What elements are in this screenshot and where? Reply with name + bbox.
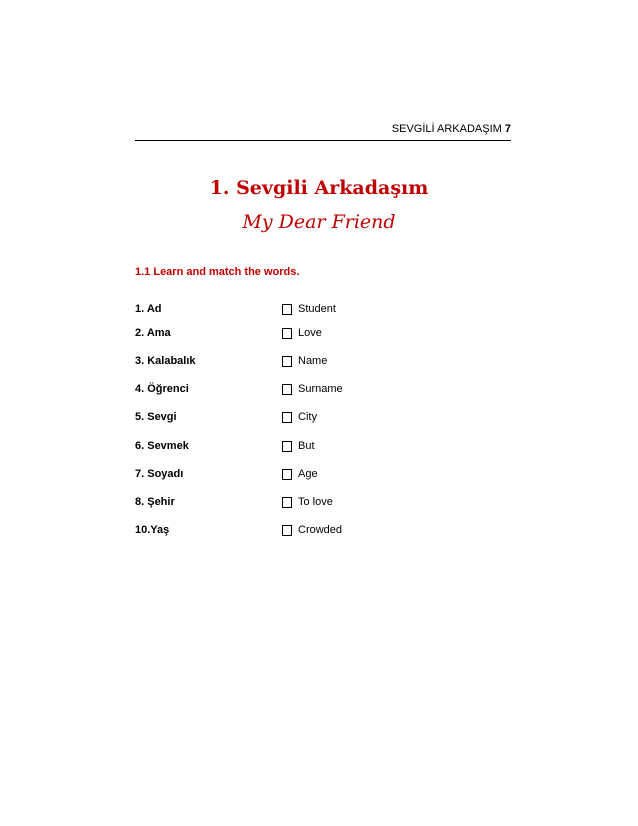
checkbox[interactable] [282,412,292,423]
checkbox[interactable] [282,497,292,508]
turkish-word: 3. Kalabalık [135,355,196,367]
english-word: City [298,411,317,423]
match-option [282,494,333,510]
vocab-row [135,353,515,369]
running-header [135,122,511,141]
checkbox[interactable] [282,356,292,367]
section-heading: 1.1 Learn and match the words. [135,266,300,278]
turkish-word: 4. Öğrenci [135,383,189,395]
checkbox[interactable] [282,469,292,480]
checkbox[interactable] [282,328,292,339]
english-word: Surname [298,383,343,395]
running-title: SEVGİLİ ARKADAŞIM [391,123,502,135]
vocab-row [135,522,515,538]
vocab-row [135,466,515,482]
checkbox[interactable] [282,384,292,395]
vocab-row [135,325,515,341]
vocab-row [135,438,515,454]
chapter-subtitle: My Dear Friend [242,211,396,233]
page-number: 7 [504,123,511,135]
turkish-word: 5. Sevgi [135,411,177,423]
turkish-word: 1. Ad [135,303,162,315]
vocab-row [135,301,515,317]
turkish-word: 6. Sevmek [135,440,189,452]
english-word: Crowded [298,524,343,536]
match-option [282,325,322,341]
turkish-word: 2. Ama [135,327,171,339]
match-option [282,353,327,369]
english-word: Age [298,468,318,480]
match-option [282,301,336,317]
english-word: Name [298,355,328,367]
match-option [282,409,317,425]
checkbox[interactable] [282,304,292,315]
chapter-title: 1. Sevgili Arkadaşım [209,177,429,199]
checkbox[interactable] [282,525,292,536]
english-word: To love [298,496,333,508]
match-option [282,522,342,538]
turkish-word: 8. Şehir [135,496,175,508]
vocab-row [135,494,515,510]
checkbox[interactable] [282,441,292,452]
turkish-word: 10.Yaş [135,524,170,536]
vocab-row [135,409,515,425]
english-word: Student [298,303,336,315]
vocab-row [135,381,515,397]
english-word: But [298,440,315,452]
turkish-word: 7. Soyadı [135,468,184,480]
match-option [282,466,318,482]
english-word: Love [298,327,322,339]
match-option [282,438,315,454]
match-option [282,381,343,397]
